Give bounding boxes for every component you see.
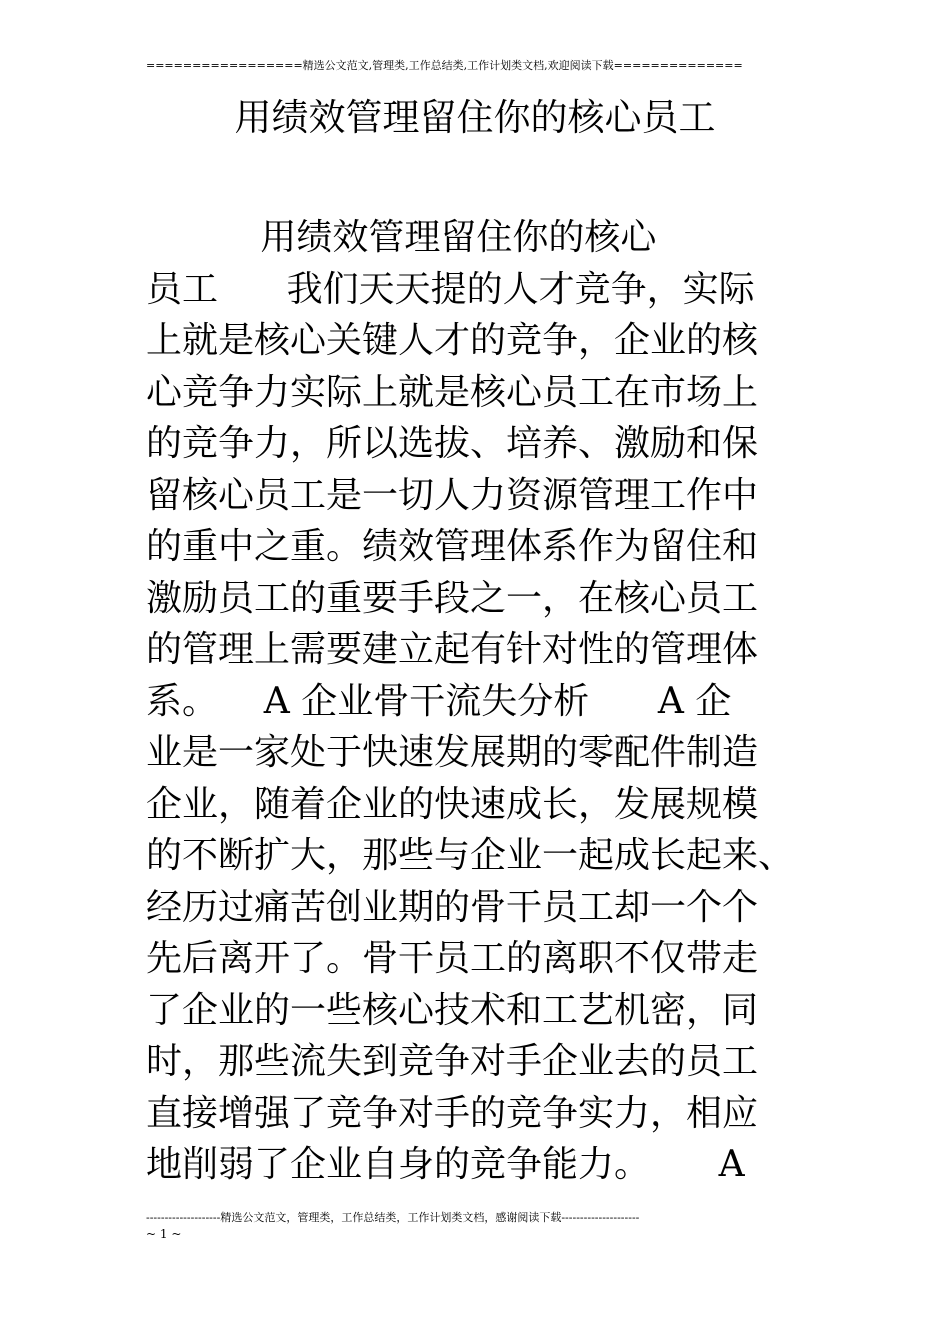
body-line: 地削弱了企业自身的竞争能力。 A: [146, 1144, 745, 1185]
body-line: 系。 A 企业骨干流失分析 A 企: [146, 680, 732, 722]
document-title: 用绩效管理留住你的核心员工: [234, 96, 716, 139]
body-line: 直接增强了竞争对手的竞争实力，相应: [146, 1092, 759, 1134]
page-number: ~ 1 ~: [146, 1227, 182, 1241]
document-body: [146, 212, 808, 1191]
body-line: 的管理上需要建立起有针对性的管理体: [146, 629, 759, 670]
body-line: 的竞争力，所以选拔、培养、激励和保: [146, 423, 759, 464]
header-banner: =================精选公文范文,管理类,工作总结类,工作计划类文档,欢迎阅读下载==============: [146, 59, 743, 72]
body-line: 经历过痛苦创业期的骨干员工却一个个: [146, 886, 759, 928]
body-line: 企业，随着企业的快速成长，发展规模: [146, 783, 759, 825]
body-line: 时，那些流失到竞争对手企业去的员工: [146, 1041, 759, 1082]
body-line: 留核心员工是一切人力资源管理工作中: [146, 474, 759, 516]
footer-banner: --------------------精选公文范文，管理类，工作总结类，工作计划类文档，感谢阅读下载---------------------: [146, 1211, 640, 1224]
body-line: 的不断扩大，那些与企业一起成长起来、: [146, 835, 795, 876]
body-line: 了企业的一些核心技术和工艺机密，同: [146, 989, 759, 1031]
body-line: 用绩效管理留住你的核心: [146, 217, 657, 258]
body-line: 先后离开了。骨干员工的离职不仅带走: [146, 938, 759, 979]
body-line: 激励员工的重要手段之一，在核心员工: [146, 577, 759, 619]
body-line: 心竞争力实际上就是核心员工在市场上: [146, 371, 759, 413]
body-line: 员工 我们天天提的人才竞争，实际: [146, 268, 755, 310]
body-line: 上就是核心关键人才的竞争，企业的核: [146, 320, 759, 361]
body-line: 业是一家处于快速发展期的零配件制造: [146, 732, 759, 773]
body-line: 的重中之重。绩效管理体系作为留住和: [146, 526, 759, 567]
